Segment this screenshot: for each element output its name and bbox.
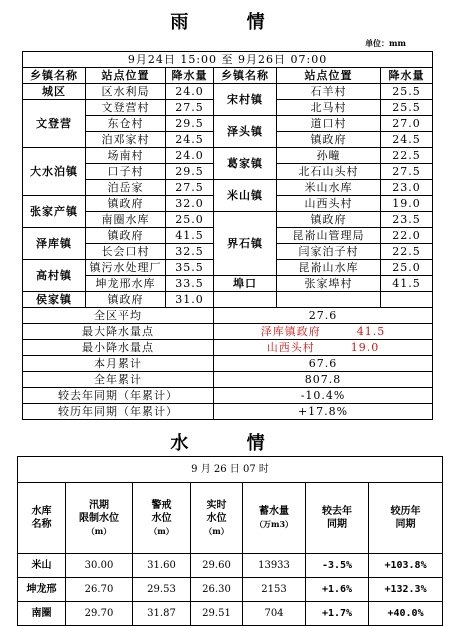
summary-value: +17.8%: [214, 404, 433, 420]
rain-value: 22.5: [381, 244, 433, 260]
month-row: [23, 356, 433, 372]
reservoir-value: 29.70: [66, 602, 133, 626]
header-line: 同期: [327, 519, 347, 530]
rain-value: 24.5: [381, 132, 433, 148]
reservoir-value: 13933: [243, 554, 306, 578]
station-name: 闫家泊子村: [277, 244, 381, 260]
header-line: 警戒: [151, 499, 172, 511]
station-name: 镇污水处理厂: [86, 260, 166, 276]
station-name: 北马村: [277, 100, 381, 116]
reservoir-row: [18, 602, 443, 626]
summary-label: 本月累计: [23, 356, 214, 372]
header-line: 蓄水量: [259, 506, 289, 517]
reservoir-value: +1.6%: [306, 578, 369, 602]
rain-value: 25.0: [166, 212, 214, 228]
town-name: 葛家镇: [214, 148, 277, 180]
rain-value: 23.5: [381, 212, 433, 228]
column-header: 站点位置: [277, 68, 381, 84]
station-name: 南圈水库: [86, 212, 166, 228]
rain-value: 27.5: [166, 180, 214, 196]
reservoir-value: 31.87: [133, 602, 191, 626]
reservoir-value: 30.00: [66, 554, 133, 578]
station-name: 区水利局: [86, 84, 166, 100]
town-name: 埠口: [214, 276, 277, 292]
reservoir-value: +40.0%: [369, 602, 443, 626]
period-cell: 9月24日 15:00 至 9月26日 07:00: [23, 52, 433, 68]
header-line: 较历年: [390, 506, 421, 517]
reservoir-value: +1.7%: [306, 602, 369, 626]
yoy-row: [23, 388, 433, 404]
header-row: [23, 68, 433, 84]
rain-value: 23.0: [381, 180, 433, 196]
rain-value: 25.5: [381, 100, 433, 116]
town-name: 侯家镇: [23, 292, 86, 308]
reservoir-value: 2153: [243, 578, 306, 602]
reservoir-row: [18, 578, 443, 602]
water-column-header: [66, 483, 133, 554]
summary-label: 全年累计: [23, 372, 214, 388]
unit-label: 单位：mm: [365, 38, 406, 48]
water-header-row: [18, 483, 443, 554]
year-row: [23, 372, 433, 388]
rain-value: 27.5: [381, 164, 433, 180]
rain-value: 27.5: [166, 100, 214, 116]
town-name: 泽头镇: [214, 116, 277, 148]
station-name: 坤龙邢水库: [86, 276, 166, 292]
rain-value: 33.5: [166, 276, 214, 292]
extreme-station-name: 山西头村: [266, 340, 315, 354]
reservoir-value: +103.8%: [369, 554, 443, 578]
hist-row: [23, 404, 433, 420]
water-column-header: [243, 483, 306, 554]
rain-value: 22.5: [381, 148, 433, 164]
water-column-header: [369, 483, 443, 554]
table-row: [23, 84, 433, 100]
town-name: 高村镇: [23, 260, 86, 292]
station-name: 口子村: [86, 164, 166, 180]
empty-cell: [277, 292, 381, 308]
town-name: 大水泊镇: [23, 148, 86, 196]
station-name: 东仓村: [86, 116, 166, 132]
header-line: （m）: [86, 525, 112, 536]
station-name: 泊邓家村: [86, 132, 166, 148]
header-line: 水位: [151, 512, 172, 524]
reservoir-value: -3.5%: [306, 554, 369, 578]
header-line: 较去年: [322, 506, 352, 517]
rain-value: 32.5: [166, 244, 214, 260]
town-name: 张家产镇: [23, 196, 86, 228]
header-line: 名称: [31, 519, 52, 530]
reservoir-value: 26.30: [191, 578, 243, 602]
reservoir-name: 坤龙邢: [18, 578, 66, 602]
reservoir-table: [17, 456, 443, 626]
reservoir-value: 31.60: [133, 554, 191, 578]
station-name: 场南村: [86, 148, 166, 164]
time-row: [18, 457, 443, 483]
rain-value: 24.5: [166, 132, 214, 148]
column-header: 降水量: [381, 68, 433, 84]
extreme-station-value: 19.0: [350, 340, 380, 354]
rain-value: 25.5: [381, 84, 433, 100]
extreme-station-name: 泽库镇政府: [260, 324, 321, 338]
rain-value: 35.5: [166, 260, 214, 276]
station-name: 山西头村: [277, 196, 381, 212]
reservoir-value: 29.51: [191, 602, 243, 626]
column-header: 降水量: [166, 68, 214, 84]
station-name: 长会口村: [86, 244, 166, 260]
header-line: 实时: [206, 499, 227, 511]
rain-value: 41.5: [166, 228, 214, 244]
water-column-header: [191, 483, 243, 554]
station-name: 泊岳家: [86, 180, 166, 196]
summary-label: 全区平均: [23, 308, 214, 324]
station-name: 镇政府: [86, 292, 166, 308]
header-line: 水位: [206, 512, 227, 524]
rain-title: 雨 情: [170, 12, 291, 33]
summary-label: 较历年同期（年累计）: [23, 404, 214, 420]
rain-value: 31.0: [166, 292, 214, 308]
extreme-station-value: 41.5: [356, 324, 386, 338]
header-line: 汛期: [89, 499, 109, 511]
rain-value: 22.0: [381, 228, 433, 244]
table-row: [23, 148, 433, 164]
water-column-header: [306, 483, 369, 554]
empty-cell: [381, 292, 433, 308]
station-name: 道口村: [277, 116, 381, 132]
water-column-header: [133, 483, 191, 554]
extreme-station: [214, 340, 433, 356]
station-name: 镇政府: [86, 196, 166, 212]
town-name: 界石镇: [214, 212, 277, 276]
summary-label: 较去年同期（年累计）: [23, 388, 214, 404]
reservoir-value: +132.3%: [369, 578, 443, 602]
summary-value: 27.6: [214, 308, 433, 324]
rain-value: 29.5: [166, 164, 214, 180]
extreme-station: [214, 324, 433, 340]
report-time: 9 月 26 日 07 时: [18, 457, 443, 483]
period-row: [23, 52, 433, 68]
max-row: [23, 324, 433, 340]
header-line: （m）: [149, 525, 174, 536]
summary-label: 最大降水量点: [23, 324, 214, 340]
rain-value: 41.5: [381, 276, 433, 292]
station-name: 昆嵛山水库: [277, 260, 381, 276]
reservoir-value: 29.60: [191, 554, 243, 578]
summary-value: -10.4%: [214, 388, 433, 404]
town-name: 宋村镇: [214, 84, 277, 116]
town-name: 城区: [23, 84, 86, 100]
station-name: 镇政府: [86, 228, 166, 244]
header-line: 限制水位: [79, 512, 119, 524]
average-row: [23, 308, 433, 324]
reservoir-value: 29.53: [133, 578, 191, 602]
summary-label: 最小降水量点: [23, 340, 214, 356]
station-name: 石羊村: [277, 84, 381, 100]
station-name: 文登营村: [86, 100, 166, 116]
reservoir-value: 26.70: [66, 578, 133, 602]
water-title: 水 情: [170, 433, 291, 454]
rain-value: 24.0: [166, 84, 214, 100]
town-name: 米山镇: [214, 180, 277, 212]
header-line: （万m3）: [254, 519, 294, 529]
town-name: 泽库镇: [23, 228, 86, 260]
reservoir-row: [18, 554, 443, 578]
station-name: 米山水库: [277, 180, 381, 196]
station-name: 北石山头村: [277, 164, 381, 180]
town-name: 文登营: [23, 100, 86, 148]
water-column-header: [18, 483, 66, 554]
rain-value: 19.0: [381, 196, 433, 212]
station-name: 孙疃: [277, 148, 381, 164]
reservoir-name: 米山: [18, 554, 66, 578]
rainfall-table: [22, 51, 433, 420]
rain-value: 29.5: [166, 116, 214, 132]
summary-value: 807.8: [214, 372, 433, 388]
header-line: 水库: [31, 506, 52, 517]
min-row: [23, 340, 433, 356]
summary-value: 67.6: [214, 356, 433, 372]
reservoir-name: 南圈: [18, 602, 66, 626]
station-name: 镇政府: [277, 132, 381, 148]
reservoir-value: 704: [243, 602, 306, 626]
station-name: 张家埠村: [277, 276, 381, 292]
empty-cell: [214, 292, 277, 308]
header-line: 同期: [395, 519, 416, 530]
table-row: [23, 292, 433, 308]
station-name: 昆嵛山管理局: [277, 228, 381, 244]
rain-value: 25.0: [381, 260, 433, 276]
rain-value: 32.0: [166, 196, 214, 212]
rain-value: 24.0: [166, 148, 214, 164]
column-header: 站点位置: [86, 68, 166, 84]
column-header: 乡镇名称: [214, 68, 277, 84]
station-name: 镇政府: [277, 212, 381, 228]
header-line: （m）: [204, 525, 229, 536]
column-header: 乡镇名称: [23, 68, 86, 84]
rain-value: 27.0: [381, 116, 433, 132]
